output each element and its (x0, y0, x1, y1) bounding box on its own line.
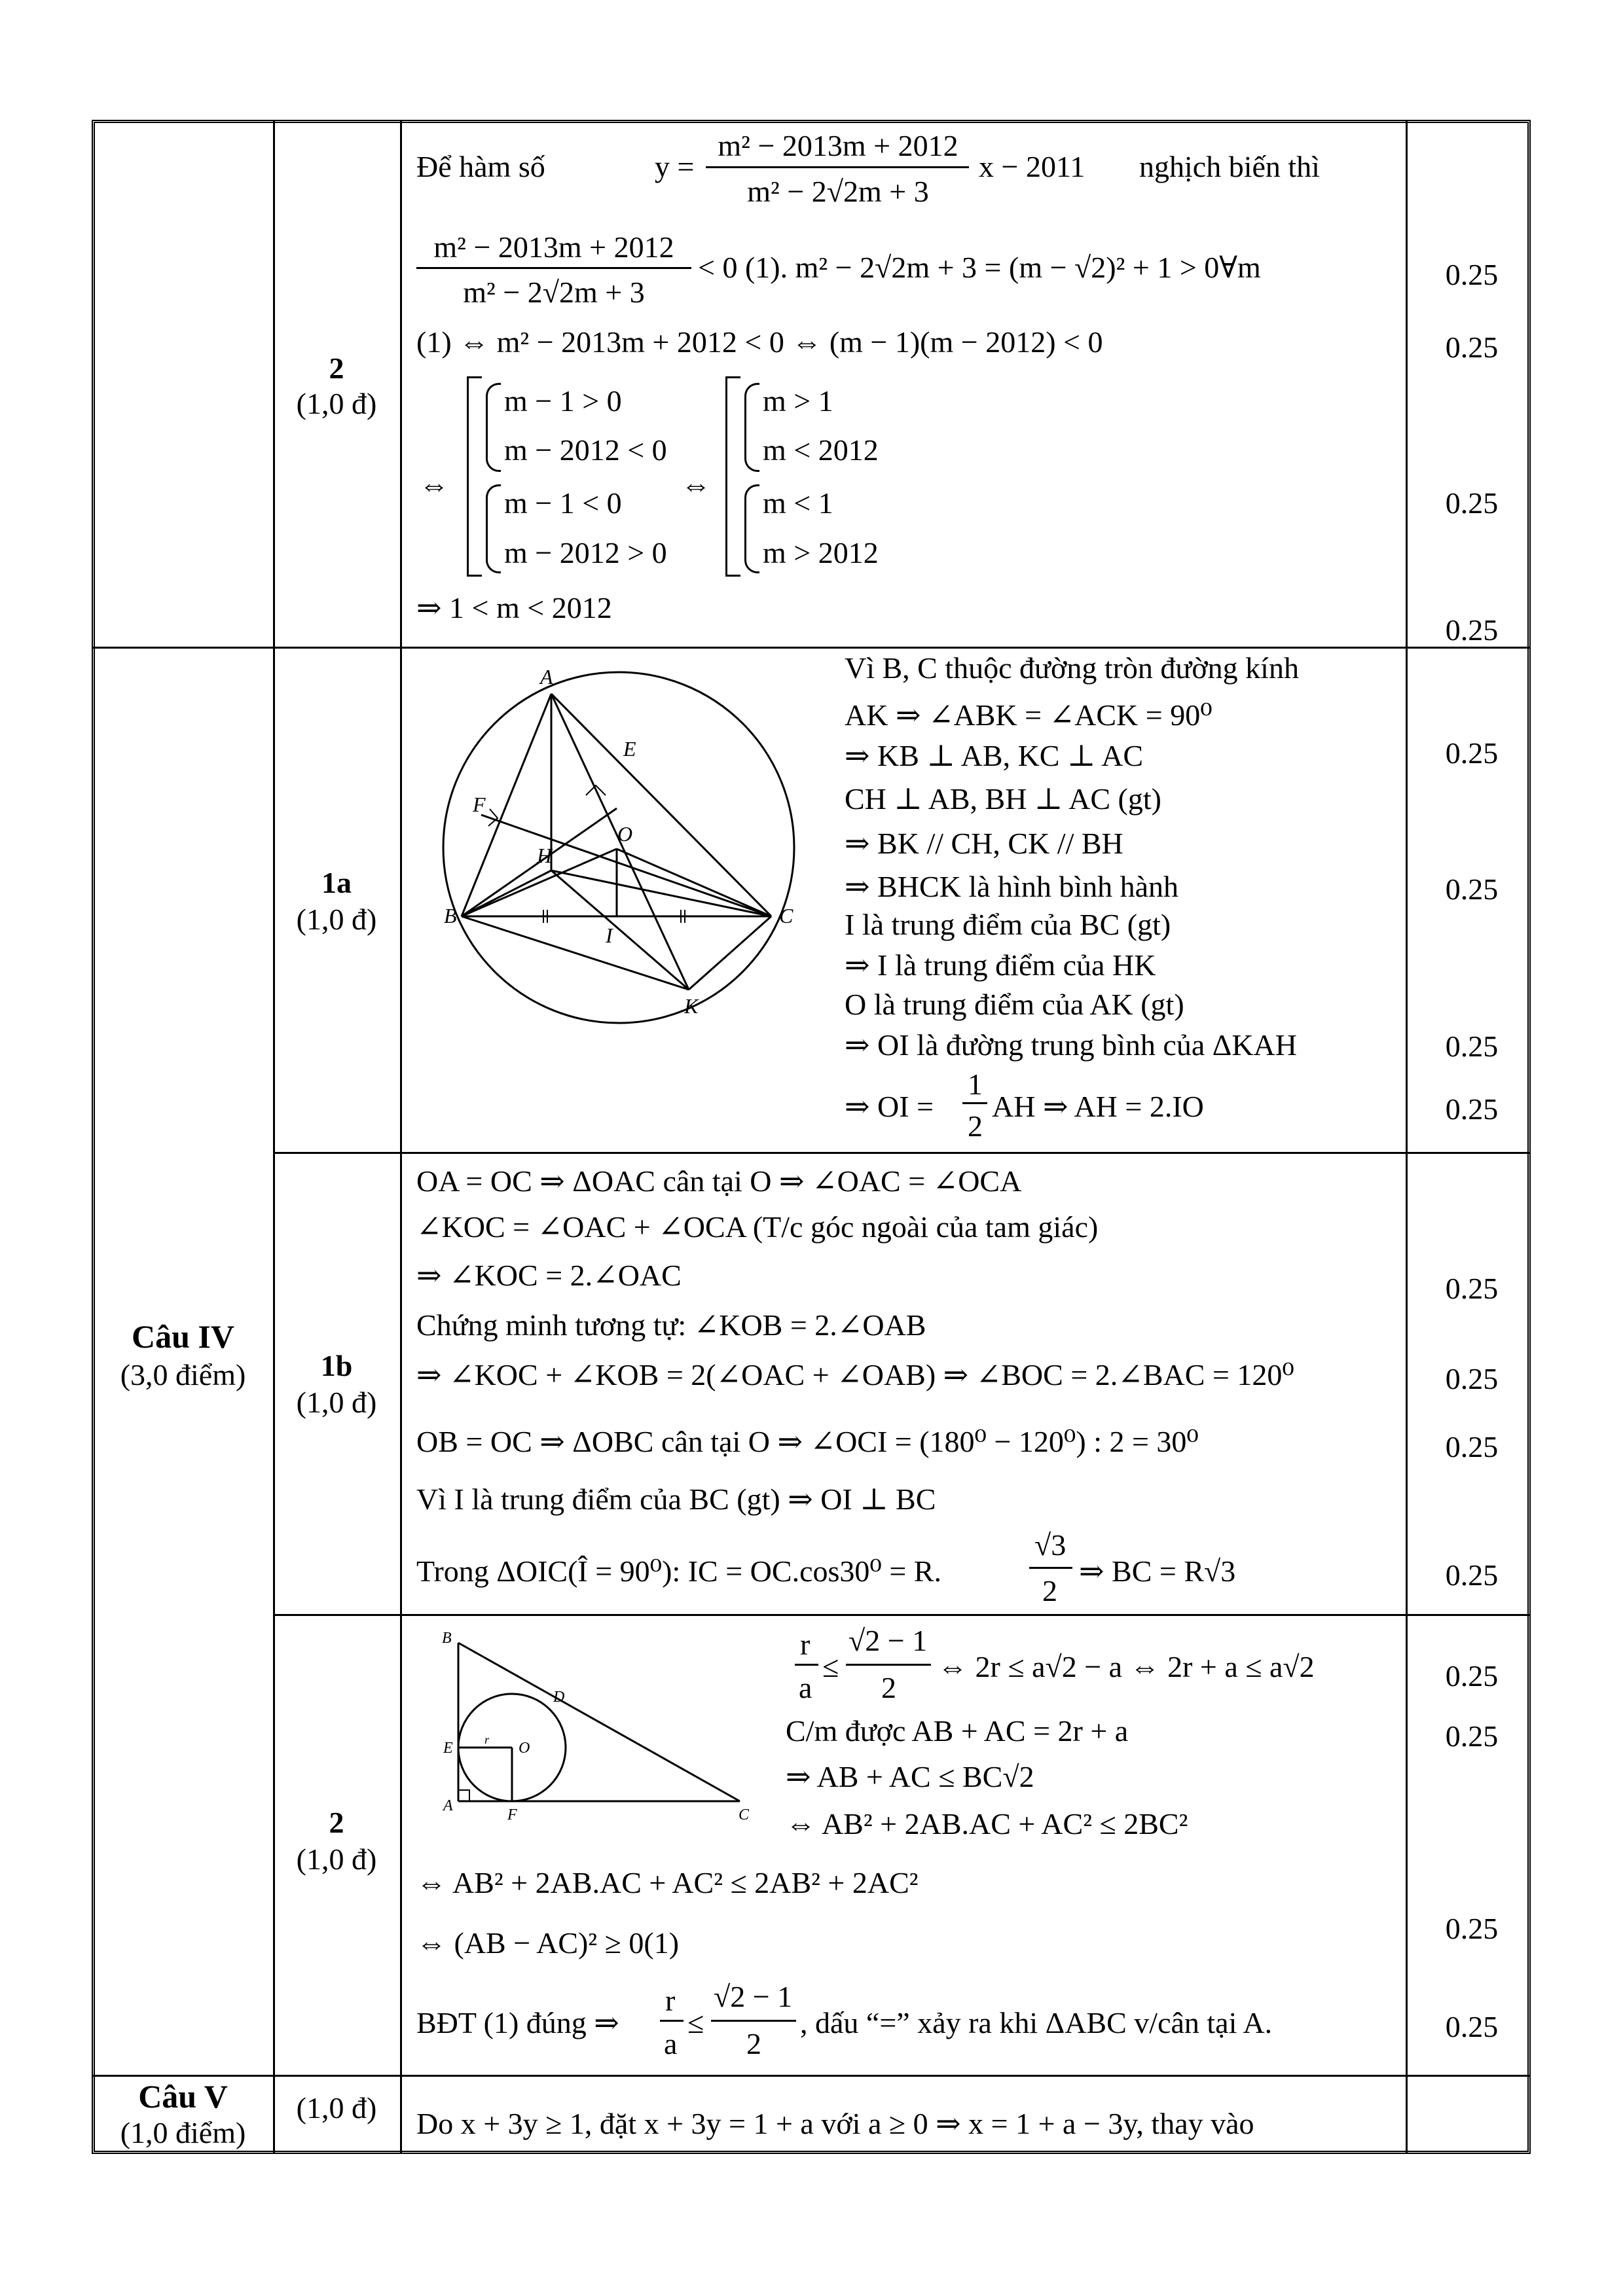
fraction-bar (846, 1664, 931, 1666)
text-line: ⇔ 2r ≤ a√2 − a ⇔ 2r + a ≤ a√2 (938, 1650, 1315, 1683)
fraction-numerator: √2 − 1 (714, 1980, 793, 2013)
point-label: A (443, 1797, 453, 1814)
text-line: ⇒ I là trung điểm của HK (845, 948, 1156, 982)
text-line: BĐT (1) đúng ⇒ (416, 2006, 619, 2039)
point-label: B (444, 904, 457, 927)
fraction-bar (711, 2020, 796, 2022)
bracket (725, 376, 740, 577)
text-line: ⇒ AB + AC ≤ BC√2 (786, 1760, 1034, 1793)
score: 0.25 (1445, 258, 1499, 291)
text-line: ⇒ ∠KOC + ∠KOB = 2(∠OAC + ∠OAB) ⇒ ∠BOC = 2.∠BAC = 120⁰ (416, 1358, 1294, 1391)
text-line: ⇒ OI là đường trung bình của ΔKAH (845, 1028, 1297, 1062)
text-line: ⇒ 1 < m < 2012 (416, 591, 612, 624)
row-divider (93, 647, 1529, 649)
fraction-denominator: 2 (746, 2027, 761, 2060)
question-label: Câu IV (132, 1318, 234, 1355)
fraction-numerator: m² − 2013m + 2012 (433, 230, 674, 264)
fraction-numerator: 1 (968, 1067, 983, 1101)
system-line: m < 1 (763, 486, 833, 520)
score: 0.25 (1445, 486, 1499, 520)
section-points: (1,0 đ) (296, 1386, 377, 1419)
text-line: Vì B, C thuộc đường tròn đường kính (845, 651, 1299, 685)
fraction-denominator: a (799, 1671, 812, 1704)
column-divider-3 (1406, 121, 1408, 2153)
brace (744, 383, 759, 472)
bracket (467, 376, 482, 577)
system-line: m − 2012 < 0 (504, 433, 667, 467)
text-line: nghịch biến thì (1139, 150, 1320, 183)
text-line: ⇔ AB² + 2AB.AC + AC² ≤ 2BC² (786, 1807, 1188, 1840)
geometry-figure-circle (432, 655, 818, 1034)
point-label: D (553, 1689, 565, 1706)
system-line: m − 1 < 0 (504, 486, 622, 520)
score: 0.25 (1445, 1092, 1499, 1126)
text-line: (1) ⇔ m² − 2013m + 2012 < 0 ⇔ (m − 1)(m − 2012) < 0 (416, 325, 1103, 359)
fraction-numerator: m² − 2013m + 2012 (718, 129, 958, 162)
text-line: Trong ΔOIC(Î = 90⁰): IC = OC.cos30⁰ = R. (416, 1554, 941, 1588)
brace (486, 383, 501, 472)
point-label: K (684, 994, 699, 1018)
section-number: 1b (320, 1349, 353, 1382)
text-line: CH ⊥ AB, BH ⊥ AC (gt) (845, 782, 1161, 816)
text-line: I là trung điểm của BC (gt) (845, 908, 1171, 941)
fraction-numerator: √2 − 1 (848, 1624, 928, 1657)
math-symbol: ≤ (687, 2006, 704, 2039)
score: 0.25 (1445, 736, 1499, 770)
system-line: m > 2012 (763, 536, 879, 569)
system-line: m − 1 > 0 (504, 384, 622, 418)
point-label: O (617, 822, 633, 846)
fraction-denominator: m² − 2√2m + 3 (747, 175, 929, 208)
text-line: ⇒ ∠KOC = 2.∠OAC (416, 1259, 682, 1292)
section-number: 2 (329, 351, 344, 385)
score: 0.25 (1445, 1272, 1499, 1305)
system-line: m < 2012 (763, 433, 879, 467)
score: 0.25 (1445, 1430, 1499, 1463)
point-label: E (623, 737, 636, 761)
score: 0.25 (1445, 872, 1499, 906)
fraction-bar (962, 1102, 987, 1104)
text-line: OB = OC ⇒ ΔOBC cân tại O ⇒ ∠OCI = (180⁰ − 120⁰) : 2 = 30⁰ (416, 1425, 1199, 1458)
text-line: AK ⇒ ∠ABK = ∠ACK = 90⁰ (845, 698, 1213, 732)
brace (486, 484, 501, 573)
row-divider (273, 1152, 1529, 1154)
text-line: AH ⇒ AH = 2.IO (992, 1090, 1204, 1123)
text-line: O là trung điểm của AK (gt) (845, 988, 1184, 1021)
geometry-figure-right-triangle (432, 1623, 773, 1826)
fraction-bar (706, 166, 969, 168)
point-label: I (606, 924, 613, 947)
section-points: (1,0 đ) (296, 903, 377, 936)
text-line: ⇔ (AB − AC)² ≥ 0(1) (416, 1926, 680, 1960)
brace (744, 484, 759, 573)
question-label: Câu V (138, 2078, 228, 2115)
point-label: A (540, 665, 553, 689)
text-line: ⇒ KB ⊥ AB, KC ⊥ AC (845, 739, 1144, 772)
equivalence-symbol: ⇔ (419, 468, 449, 501)
system-line: m > 1 (763, 384, 833, 418)
point-label: O (519, 1740, 530, 1757)
row-divider (273, 1614, 1529, 1616)
text-line: Để hàm số (416, 150, 545, 183)
fraction-bar (795, 1664, 818, 1666)
score: 0.25 (1445, 1558, 1499, 1592)
section-points: (1,0 đ) (296, 2091, 377, 2125)
fraction-bar (416, 267, 691, 269)
point-label: H (537, 844, 553, 867)
row-divider (93, 2075, 1529, 2077)
text-line: Do x + 3y ≥ 1, đặt x + 3y = 1 + a với a ≥ 0 ⇒ x = 1 + a − 3y, thay vào (416, 2107, 1254, 2140)
fraction-numerator: r (800, 1628, 811, 1661)
fraction-denominator: 2 (881, 1671, 896, 1704)
text-line: OA = OC ⇒ ΔOAC cân tại O ⇒ ∠OAC = ∠OCA (416, 1164, 1022, 1198)
score: 0.25 (1445, 1912, 1499, 1945)
text-line: , dấu “=” xảy ra khi ΔABC v/cân tại A. (800, 2006, 1273, 2039)
section-number: 2 (329, 1806, 344, 1839)
text-line: x − 2011 (979, 150, 1085, 183)
point-label: C (779, 904, 793, 927)
point-label: C (739, 1806, 750, 1823)
fraction-denominator: 2 (1042, 1574, 1057, 1607)
section-points: (1,0 đ) (296, 387, 377, 420)
fraction-denominator: 2 (968, 1109, 983, 1143)
section-number: 1a (321, 866, 352, 899)
question-points: (1,0 điểm) (120, 2116, 246, 2149)
text-line: Vì I là trung điểm của BC (gt) ⇒ OI ⊥ BC (416, 1482, 936, 1516)
fraction-denominator: a (664, 2027, 678, 2060)
point-label: F (507, 1806, 517, 1823)
math-symbol: ≤ (822, 1650, 839, 1683)
fraction-numerator: √3 (1034, 1528, 1067, 1562)
equation-lhs: y = (655, 150, 695, 183)
score: 0.25 (1445, 331, 1499, 364)
point-label: r (484, 1733, 490, 1746)
point-label: B (442, 1630, 452, 1647)
fraction-denominator: m² − 2√2m + 3 (463, 276, 645, 309)
equivalence-symbol: ⇔ (681, 468, 711, 501)
score: 0.25 (1445, 1030, 1499, 1063)
question-points: (3,0 điểm) (120, 1358, 246, 1391)
text-line: ∠KOC = ∠OAC + ∠OCA (T/c góc ngoài của tam giác) (416, 1210, 1099, 1244)
score: 0.25 (1445, 613, 1499, 647)
column-divider-2 (400, 121, 402, 2153)
text-line: ⇒ BHCK là hình bình hành (845, 870, 1179, 903)
point-label: E (443, 1740, 453, 1757)
text-line: ⇔ AB² + 2AB.AC + AC² ≤ 2AB² + 2AC² (416, 1866, 919, 1899)
system-line: m − 2012 > 0 (504, 536, 667, 569)
score: 0.25 (1445, 1362, 1499, 1395)
text-line: Chứng minh tương tự: ∠KOB = 2.∠OAB (416, 1308, 926, 1342)
score: 0.25 (1445, 1659, 1499, 1693)
text-line: ⇒ BK // CH, CK // BH (845, 827, 1123, 860)
text-line: C/m được AB + AC = 2r + a (786, 1714, 1129, 1748)
fraction-numerator: r (665, 1984, 676, 2017)
fraction-bar (660, 2020, 684, 2022)
score: 0.25 (1445, 2010, 1499, 2043)
fraction-bar (1029, 1567, 1072, 1569)
text-line: ⇒ OI = (845, 1090, 934, 1123)
text-line: < 0 (1). m² − 2√2m + 3 = (m − √2)² + 1 > 0∀m (698, 251, 1261, 284)
point-label: F (473, 793, 486, 816)
section-points: (1,0 đ) (296, 1842, 377, 1876)
score: 0.25 (1445, 1719, 1499, 1753)
text-line: ⇒ BC = R√3 (1079, 1554, 1236, 1588)
